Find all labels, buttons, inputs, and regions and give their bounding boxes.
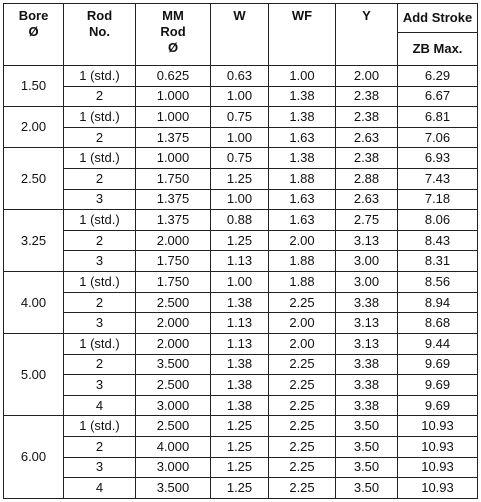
rod-no-cell: 2 — [64, 230, 136, 251]
table-row — [4, 395, 478, 416]
rod-no-cell: 2 — [64, 127, 136, 148]
wf-cell: 1.00 — [269, 66, 336, 87]
w-cell: 1.38 — [211, 375, 269, 396]
w-cell: 1.13 — [211, 251, 269, 272]
header-wf: WF — [269, 4, 336, 66]
header-mm-line3: Ø — [167, 40, 179, 55]
header-mm-line1: MM — [162, 8, 184, 23]
y-cell: 3.38 — [336, 292, 398, 313]
zb-max-cell: 9.69 — [398, 395, 478, 416]
w-cell: 1.25 — [211, 169, 269, 190]
w-cell: 0.63 — [211, 66, 269, 87]
table-row — [4, 375, 478, 396]
header-y: Y — [336, 4, 398, 66]
bore-cell: 4.00 — [4, 272, 64, 334]
bore-cell: 1.50 — [4, 66, 64, 107]
w-cell: 1.13 — [211, 333, 269, 354]
y-cell: 2.75 — [336, 210, 398, 231]
y-cell: 2.63 — [336, 127, 398, 148]
header-add-stroke: Add Stroke — [398, 4, 478, 33]
wf-cell: 2.25 — [269, 478, 336, 499]
zb-max-cell: 8.43 — [398, 230, 478, 251]
table-row — [4, 457, 478, 478]
mm-rod-cell: 4.000 — [136, 436, 211, 457]
bore-cell: 2.50 — [4, 148, 64, 210]
header-bore-line1: Bore — [18, 8, 49, 23]
header-bore — [4, 4, 64, 66]
w-cell: 1.25 — [211, 478, 269, 499]
y-cell: 2.38 — [336, 107, 398, 128]
rod-no-cell: 2 — [64, 169, 136, 190]
w-cell: 1.00 — [211, 127, 269, 148]
wf-cell: 2.25 — [269, 395, 336, 416]
table-row — [4, 354, 478, 375]
y-cell: 3.50 — [336, 478, 398, 499]
rod-no-cell: 2 — [64, 86, 136, 107]
zb-max-cell: 8.31 — [398, 251, 478, 272]
y-cell: 3.50 — [336, 436, 398, 457]
table-row — [4, 416, 478, 437]
rod-no-cell: 1 (std.) — [64, 272, 136, 293]
zb-max-cell: 8.06 — [398, 210, 478, 231]
w-cell: 1.25 — [211, 416, 269, 437]
mm-rod-cell: 1.750 — [136, 251, 211, 272]
mm-rod-cell: 3.500 — [136, 354, 211, 375]
rod-no-cell: 4 — [64, 395, 136, 416]
zb-max-cell: 8.68 — [398, 313, 478, 334]
mm-rod-cell: 1.750 — [136, 169, 211, 190]
wf-cell: 2.25 — [269, 375, 336, 396]
rod-no-cell: 1 (std.) — [64, 210, 136, 231]
mm-rod-cell: 1.375 — [136, 210, 211, 231]
table-row — [4, 107, 478, 128]
y-cell: 3.00 — [336, 251, 398, 272]
table-row — [4, 169, 478, 190]
table-body — [4, 66, 478, 499]
bore-cell: 3.25 — [4, 210, 64, 272]
table-row — [4, 478, 478, 499]
zb-max-cell: 7.43 — [398, 169, 478, 190]
wf-cell: 1.38 — [269, 107, 336, 128]
wf-cell: 2.25 — [269, 292, 336, 313]
wf-cell: 2.00 — [269, 230, 336, 251]
header-zb-max: ZB Max. — [398, 33, 478, 66]
rod-no-cell: 3 — [64, 251, 136, 272]
y-cell: 3.38 — [336, 395, 398, 416]
bore-cell: 6.00 — [4, 416, 64, 499]
w-cell: 1.25 — [211, 436, 269, 457]
table-row — [4, 230, 478, 251]
w-cell: 0.75 — [211, 107, 269, 128]
zb-max-cell: 6.67 — [398, 86, 478, 107]
w-cell: 1.25 — [211, 230, 269, 251]
y-cell: 3.38 — [336, 375, 398, 396]
mm-rod-cell: 3.000 — [136, 457, 211, 478]
y-cell: 3.00 — [336, 272, 398, 293]
wf-cell: 1.63 — [269, 189, 336, 210]
mm-rod-cell: 3.500 — [136, 478, 211, 499]
rod-no-cell: 1 (std.) — [64, 107, 136, 128]
rod-no-cell: 1 (std.) — [64, 333, 136, 354]
w-cell: 1.13 — [211, 313, 269, 334]
wf-cell: 2.25 — [269, 416, 336, 437]
cylinder-dimensions-table — [3, 3, 478, 499]
wf-cell: 2.00 — [269, 333, 336, 354]
zb-max-cell: 7.18 — [398, 189, 478, 210]
table-row — [4, 292, 478, 313]
zb-max-cell: 8.94 — [398, 292, 478, 313]
table-row — [4, 272, 478, 293]
wf-cell: 1.88 — [269, 169, 336, 190]
zb-max-cell: 10.93 — [398, 436, 478, 457]
table-row — [4, 66, 478, 87]
zb-max-cell: 6.81 — [398, 107, 478, 128]
y-cell: 2.88 — [336, 169, 398, 190]
header-rod-line1: Rod — [86, 8, 113, 23]
header-mm-rod — [136, 4, 211, 66]
wf-cell: 1.63 — [269, 210, 336, 231]
zb-max-cell: 6.29 — [398, 66, 478, 87]
w-cell: 1.00 — [211, 189, 269, 210]
mm-rod-cell: 0.625 — [136, 66, 211, 87]
w-cell: 1.00 — [211, 272, 269, 293]
rod-no-cell: 3 — [64, 313, 136, 334]
table-row — [4, 333, 478, 354]
mm-rod-cell: 1.000 — [136, 148, 211, 169]
rod-no-cell: 2 — [64, 292, 136, 313]
wf-cell: 1.88 — [269, 272, 336, 293]
header-bore-line2: Ø — [28, 24, 39, 39]
w-cell: 0.75 — [211, 148, 269, 169]
y-cell: 2.38 — [336, 148, 398, 169]
w-cell: 1.38 — [211, 354, 269, 375]
y-cell: 2.38 — [336, 86, 398, 107]
rod-no-cell: 3 — [64, 189, 136, 210]
w-cell: 1.38 — [211, 292, 269, 313]
mm-rod-cell: 2.000 — [136, 313, 211, 334]
w-cell: 0.88 — [211, 210, 269, 231]
rod-no-cell: 2 — [64, 354, 136, 375]
bore-cell: 5.00 — [4, 333, 64, 415]
y-cell: 3.13 — [336, 313, 398, 334]
wf-cell: 1.88 — [269, 251, 336, 272]
wf-cell: 1.38 — [269, 86, 336, 107]
w-cell: 1.25 — [211, 457, 269, 478]
mm-rod-cell: 1.375 — [136, 127, 211, 148]
rod-no-cell: 3 — [64, 375, 136, 396]
zb-max-cell: 6.93 — [398, 148, 478, 169]
header-rod-no — [64, 4, 136, 66]
table-row — [4, 210, 478, 231]
zb-max-cell: 8.56 — [398, 272, 478, 293]
mm-rod-cell: 2.500 — [136, 292, 211, 313]
zb-max-cell: 7.06 — [398, 127, 478, 148]
w-cell: 1.38 — [211, 395, 269, 416]
wf-cell: 1.63 — [269, 127, 336, 148]
mm-rod-cell: 2.000 — [136, 333, 211, 354]
mm-rod-cell: 1.000 — [136, 86, 211, 107]
mm-rod-cell: 1.750 — [136, 272, 211, 293]
mm-rod-cell: 1.375 — [136, 189, 211, 210]
rod-no-cell: 2 — [64, 436, 136, 457]
table-row — [4, 313, 478, 334]
wf-cell: 1.38 — [269, 148, 336, 169]
table-row — [4, 189, 478, 210]
rod-no-cell: 3 — [64, 457, 136, 478]
wf-cell: 2.25 — [269, 436, 336, 457]
y-cell: 3.38 — [336, 354, 398, 375]
mm-rod-cell: 3.000 — [136, 395, 211, 416]
y-cell: 3.13 — [336, 230, 398, 251]
table-row — [4, 251, 478, 272]
y-cell: 2.00 — [336, 66, 398, 87]
table-row — [4, 148, 478, 169]
table-row — [4, 127, 478, 148]
mm-rod-cell: 2.500 — [136, 416, 211, 437]
y-cell: 2.63 — [336, 189, 398, 210]
mm-rod-cell: 2.000 — [136, 230, 211, 251]
y-cell: 3.50 — [336, 457, 398, 478]
wf-cell: 2.25 — [269, 457, 336, 478]
y-cell: 3.13 — [336, 333, 398, 354]
y-cell: 3.50 — [336, 416, 398, 437]
zb-max-cell: 10.93 — [398, 478, 478, 499]
rod-no-cell: 1 (std.) — [64, 416, 136, 437]
table-row — [4, 436, 478, 457]
w-cell: 1.00 — [211, 86, 269, 107]
header-w: W — [211, 4, 269, 66]
header-mm-line2: Rod — [160, 24, 186, 39]
zb-max-cell: 10.93 — [398, 416, 478, 437]
wf-cell: 2.25 — [269, 354, 336, 375]
zb-max-cell: 9.44 — [398, 333, 478, 354]
zb-max-cell: 9.69 — [398, 354, 478, 375]
rod-no-cell: 4 — [64, 478, 136, 499]
wf-cell: 2.00 — [269, 313, 336, 334]
rod-no-cell: 1 (std.) — [64, 66, 136, 87]
table-row — [4, 86, 478, 107]
header-rod-line2: No. — [89, 24, 110, 39]
rod-no-cell: 1 (std.) — [64, 148, 136, 169]
zb-max-cell: 10.93 — [398, 457, 478, 478]
mm-rod-cell: 1.000 — [136, 107, 211, 128]
mm-rod-cell: 2.500 — [136, 375, 211, 396]
bore-cell: 2.00 — [4, 107, 64, 148]
zb-max-cell: 9.69 — [398, 375, 478, 396]
